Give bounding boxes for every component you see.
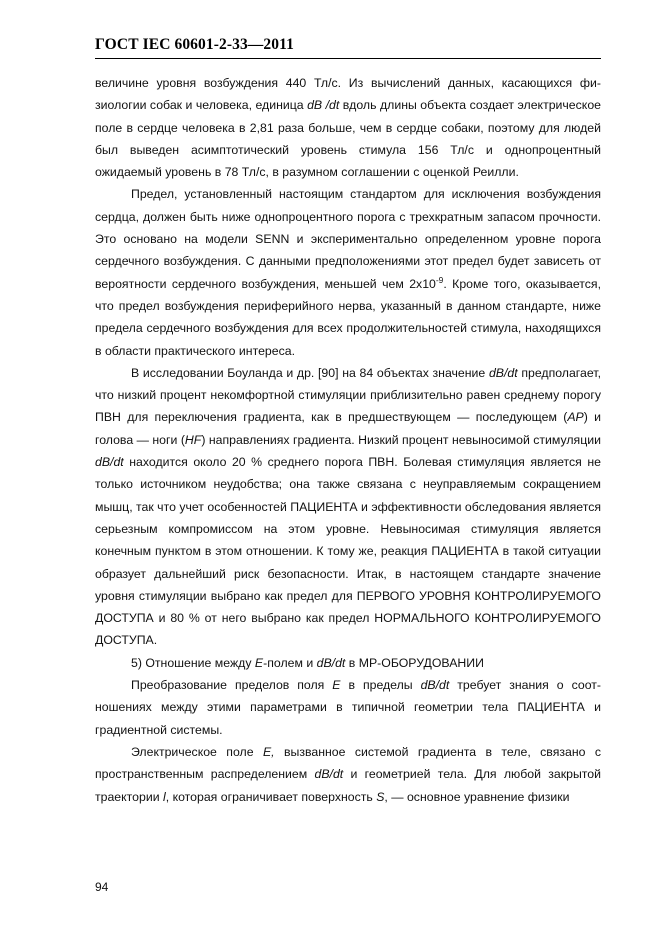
text-run: , — основное уравнение физики [384, 789, 570, 804]
text-run: . Кроме того, оказывается, что предел возбуждения периферийного нерва, указанный в данном стандарте, ниже предела сердечного возбуждения для всех продолжительностей стимула, находящихся в области практического интереса. [95, 276, 601, 358]
text-run: предполагает, что низкий процент некомфортной стимуляции приблизительно равен среднему порогу ПВН для переключения градиента, как в предшествующем — последующем ( [95, 365, 601, 425]
document-standard-title: ГОСТ IEC 60601-2-33—2011 [95, 36, 294, 53]
paragraph-5 [95, 674, 601, 741]
text-run: находится около 20 % среднего порога ПВН. Болевая стимуляция является не только источником неудобства; она также связана с неуправляемым сокращением мышц, так что учет особенностей ПАЦИЕНТА и эффективности обследования является серьезным компромиссом на этом уровне. Невыносимая стимуляция является конечным пунктом в этом отношении. К тому же, реакция ПАЦИЕНТА в такой ситуации образует дальнейший риск безопасности. Итак, в настоящем стандарте значение уровня стимуляции выбрано как предел для ПЕРВОГО УРОВНЯ КОНТРОЛИРУЕМОГО ДОСТУПА и 80 % от него выбрано как предел НОРМАЛЬНОГО КОНТРОЛИРУЕМОГО ДОСТУПА. [95, 455, 602, 648]
italic-term: E, [262, 744, 275, 759]
italic-term: S [376, 789, 385, 804]
italic-term: HF [184, 432, 202, 447]
text-run: ) и голова — ноги ( [95, 410, 601, 447]
italic-term: dB/dt [488, 365, 518, 380]
page-header [95, 36, 601, 59]
text-run: 5) Отношение между [131, 655, 255, 670]
text-run: , которая ограничивает поверхность [165, 789, 377, 804]
italic-term: dB/dt [314, 767, 344, 782]
italic-term: l [163, 789, 166, 804]
text-run: -полем и [263, 655, 317, 670]
text-run: в пределы [340, 678, 421, 693]
text-run: Преобразование пределов поля [131, 678, 333, 693]
superscript-exponent: -9 [435, 274, 444, 285]
text-run: вдоль длины объекта создает электрическое поле в сердце человека в 2,81 раза больше, чем в сердце собаки, поэтому для людей был выведен асимптотический уровень стимула 156 Тл/с и однопроцентный ожидаемый уровень в 78 Тл/с, в разумном соглашении с оценкой Реилли. [95, 98, 601, 180]
text-run: в МР-ОБОРУДОВАНИИ [345, 655, 484, 670]
text-run: величине уровня возбуждения 440 Тл/с. Из вычислений данных, касающихся физиологии собак и человека, единица [95, 76, 601, 113]
italic-term: dB /dt [307, 98, 340, 113]
paragraph-4-heading [95, 652, 601, 674]
paragraph-3 [95, 362, 601, 652]
text-run: требует знания о соотношениях между этими параметрами в типичной геометрии тела ПАЦИЕНТА и градиентной системы. [95, 678, 602, 737]
text-run: вызванное системой градиента в теле, связано с пространственным распределением [95, 744, 602, 782]
italic-term: dB/dt [95, 455, 124, 470]
italic-term: AP [567, 410, 584, 425]
paragraph-2 [95, 183, 601, 361]
page-number: 94 [95, 880, 109, 894]
italic-term: E [254, 655, 264, 670]
text-run: Электрическое поле [131, 744, 263, 759]
text-run: и геометрией тела. Для любой закрытой траектории [95, 767, 601, 804]
text-run: В исследовании Боуланда и др. [90] на 84 объектах значение [131, 365, 489, 380]
paragraph-6 [95, 741, 601, 808]
italic-term: dB/dt [420, 678, 450, 693]
document-body [95, 72, 601, 808]
header-divider [95, 58, 601, 59]
paragraph-1 [95, 72, 601, 183]
italic-term: E [332, 678, 341, 693]
italic-term: dB/dt [316, 655, 346, 670]
text-run: ) направлениях градиента. Низкий процент невыносимой стимуляции [201, 432, 602, 447]
text-run: Предел, установленный настоящим стандартом для исключения возбуждения сердца, должен быть ниже однопроцентного порога с трехкратным запасом прочности. Это основано на модели SENN и экспериментально определенном уровне порога сердечного возбуждения. С данными предположениями этот предел будет зависеть от вероятности сердечного возбуждения, меньшей чем 2x10 [95, 187, 601, 291]
